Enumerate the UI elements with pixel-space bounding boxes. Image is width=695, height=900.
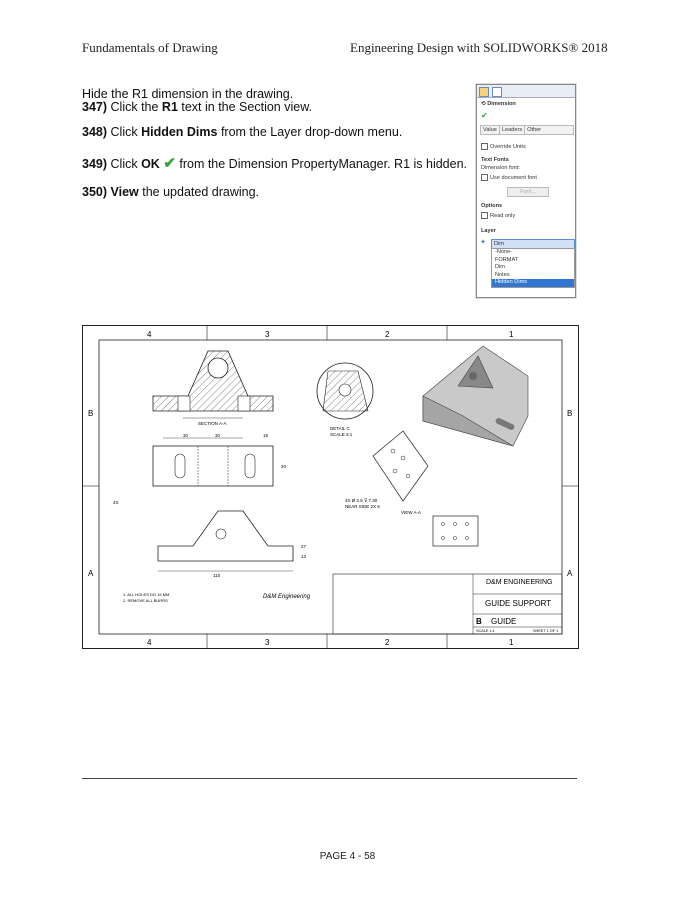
use-doc-font-row[interactable] <box>481 174 537 181</box>
drawing-note: 2. REMOVE ALL BURRS <box>123 598 168 603</box>
detail-scale: SCALE 3:1 <box>330 432 353 437</box>
detail-view[interactable] <box>317 363 373 437</box>
layer-dropdown-list <box>491 248 575 288</box>
step-keyword: R1 <box>161 100 178 114</box>
step-keyword: Hidden Dims <box>141 125 218 139</box>
row-label: B <box>88 409 94 418</box>
dimension-tab-icon[interactable] <box>479 87 489 97</box>
zone-label: 4 <box>147 330 152 339</box>
step-347 <box>82 99 312 115</box>
list-tab-icon[interactable] <box>492 87 502 97</box>
checkmark-icon: ✔ <box>163 155 176 172</box>
step-text: from the Layer drop-down menu. <box>217 125 403 139</box>
top-view[interactable] <box>153 433 287 486</box>
header-right: Engineering Design with SOLIDWORKS® 2018 <box>350 40 608 55</box>
page-number: PAGE 4 - 58 <box>319 851 376 862</box>
drawing-note: 1. ALL HOLES DO 15 MM <box>123 592 170 597</box>
dimension-text: 30 <box>183 433 189 438</box>
layer-option[interactable]: FORMAT <box>495 256 519 263</box>
isometric-view[interactable] <box>423 346 528 446</box>
row-label: B <box>567 409 573 418</box>
company-name: D&M ENGINEERING <box>486 579 553 586</box>
hole-note-2: NEAR SIDE 2X 6 <box>345 504 380 509</box>
dimension-property-manager <box>476 84 576 298</box>
tab-value[interactable]: Value <box>481 126 500 134</box>
tab-other[interactable]: Other <box>527 127 542 133</box>
dimension-text: 110 <box>213 573 221 578</box>
zone-label: 4 <box>147 638 152 647</box>
options-heading: Options <box>481 203 503 209</box>
layer-option[interactable]: -None- <box>495 249 513 255</box>
read-only-checkbox[interactable] <box>481 212 488 219</box>
company-logo: D&M Engineering <box>263 594 311 600</box>
title-block <box>333 574 562 634</box>
ok-check-icon[interactable]: ✔ <box>481 111 488 120</box>
use-doc-font-label: Use document font <box>490 174 537 181</box>
zone-label: 1 <box>509 330 514 339</box>
part-title: GUIDE SUPPORT <box>485 599 552 608</box>
font-button[interactable]: Font... <box>507 187 549 197</box>
step-keyword: View <box>110 185 139 199</box>
dimension-text: 13 <box>301 554 307 559</box>
dimension-text: 30 <box>215 433 221 438</box>
instruction-steps <box>82 86 468 199</box>
drawing-canvas <box>83 326 578 648</box>
header-left: Fundamentals of Drawing <box>82 40 218 55</box>
pm-tab-bar <box>477 85 575 98</box>
zone-label: 1 <box>509 638 514 647</box>
step-number: 350) <box>82 185 108 199</box>
override-units-checkbox[interactable] <box>481 143 488 150</box>
layer-select[interactable]: Dim <box>491 239 575 249</box>
step-text: Click the <box>110 100 162 114</box>
layer-option[interactable]: Dim <box>495 264 505 270</box>
row-label: A <box>567 569 573 578</box>
sheet-text: SHEET 1 OF 1 <box>533 629 559 633</box>
zone-label: 3 <box>265 330 270 339</box>
side-view[interactable] <box>433 516 478 546</box>
layer-option[interactable]: Notes <box>495 271 510 278</box>
pm-title: ⟲ Dimension <box>481 101 516 107</box>
step-348 <box>82 124 402 140</box>
section-view[interactable] <box>153 351 273 426</box>
sheet-size: B <box>476 617 482 626</box>
zone-label: 2 <box>385 330 390 339</box>
step-text: Click <box>110 157 142 171</box>
intro-text: Hide the R1 dimension in the drawing. <box>82 87 294 101</box>
zone-label: 3 <box>265 638 270 647</box>
step-number: 347) <box>82 100 108 114</box>
detail-label: DETAIL C <box>330 426 350 431</box>
footer-rule <box>82 778 577 779</box>
read-only-row[interactable] <box>481 212 515 219</box>
step-number: 348) <box>82 125 108 139</box>
tab-leaders[interactable]: Leaders <box>500 126 525 134</box>
step-350 <box>82 184 259 200</box>
use-doc-font-checkbox[interactable] <box>481 174 488 181</box>
drawing-number: GUIDE <box>491 617 517 626</box>
text-fonts-heading: Text Fonts <box>481 157 509 163</box>
layer-icon: ◈ <box>481 239 486 245</box>
override-units-label: Override Units <box>490 143 526 150</box>
step-text: from the Dimension PropertyManager. R1 is hidden. <box>175 157 468 171</box>
row-label: A <box>88 569 94 578</box>
layer-heading: Layer <box>481 228 496 234</box>
auxiliary-view[interactable] <box>345 431 428 515</box>
section-label: SECTION A-A <box>198 421 227 426</box>
step-text: the updated drawing. <box>138 185 260 199</box>
pm-tabs <box>480 125 574 135</box>
zone-label: 2 <box>385 638 390 647</box>
step-349 <box>82 156 467 172</box>
hole-note: 4X Ø 2.5 ⊽ 7.30 <box>345 498 378 503</box>
read-only-label: Read only <box>490 212 516 219</box>
drawing-sheet <box>82 325 579 649</box>
step-text: text in the Section view. <box>177 100 313 114</box>
front-view[interactable] <box>113 500 307 578</box>
dimension-font-label: Dimension font: <box>481 165 520 171</box>
layer-option-hidden-dims[interactable]: Hidden Dims <box>492 279 574 287</box>
dimension-text: 4X <box>113 500 119 505</box>
override-units-row[interactable] <box>481 143 526 150</box>
step-number: 349) <box>82 157 108 171</box>
scale-text: SCALE 1:1 <box>476 629 495 633</box>
step-keyword: OK <box>141 157 160 171</box>
step-text: Click <box>110 125 142 139</box>
dimension-text: 20 <box>281 464 287 469</box>
dimension-text: 19 <box>263 433 269 438</box>
dimension-text: 27 <box>301 544 307 549</box>
view-label: VIEW A-A <box>401 510 422 515</box>
pm-title-text: Dimension <box>487 101 516 107</box>
